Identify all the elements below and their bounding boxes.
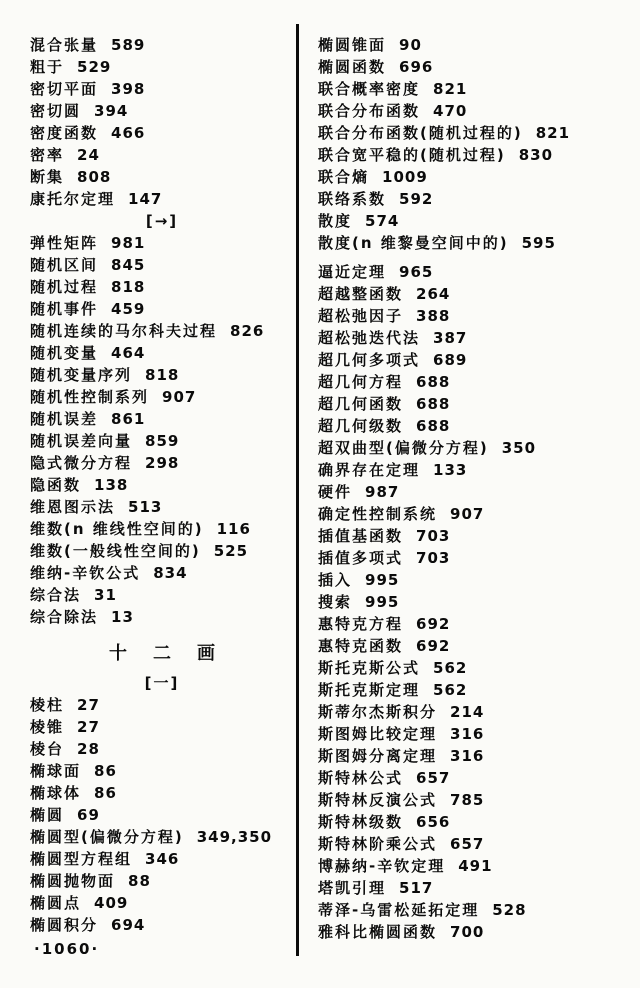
entry-page: 459 — [111, 300, 146, 318]
entry-page: 86 — [94, 784, 117, 802]
index-entry — [30, 760, 294, 782]
entry-term: 椭圆积分 — [30, 916, 99, 934]
index-entry — [30, 826, 294, 848]
index-entry — [30, 848, 294, 870]
entry-page: 696 — [399, 58, 434, 76]
index-entry — [30, 870, 294, 892]
entry-term: 随机变量 — [30, 344, 99, 362]
entry-term: 超几何函数 — [318, 395, 404, 413]
index-entry — [318, 459, 630, 481]
index-entry — [30, 276, 294, 298]
index-entry — [30, 254, 294, 276]
entry-term: 棱柱 — [30, 696, 65, 714]
index-entry — [318, 349, 630, 371]
entry-page: 688 — [416, 395, 451, 413]
index-entry — [30, 408, 294, 430]
entry-term: 惠特克函数 — [318, 637, 404, 655]
entry-page: 116 — [216, 520, 251, 538]
entry-page: 28 — [77, 740, 100, 758]
entry-term: 斯托克斯公式 — [318, 659, 421, 677]
entry-term: 粗于 — [30, 58, 65, 76]
entry-page: 1009 — [382, 168, 428, 186]
index-entry — [30, 364, 294, 386]
entry-term: 随机误差向量 — [30, 432, 133, 450]
entry-term: 搜索 — [318, 593, 353, 611]
entry-page: 528 — [492, 901, 527, 919]
index-entry — [318, 393, 630, 415]
entry-term: 椭圆 — [30, 806, 65, 824]
entry-term: 雅科比椭圆函数 — [318, 923, 438, 941]
index-entry — [30, 804, 294, 826]
index-entry — [318, 144, 630, 166]
entry-term: 椭圆点 — [30, 894, 82, 912]
entry-page: 13 — [111, 608, 134, 626]
index-entry — [30, 496, 294, 518]
index-entry — [318, 547, 630, 569]
index-entry — [318, 371, 630, 393]
entry-term: 逼近定理 — [318, 263, 387, 281]
entry-page: 491 — [458, 857, 493, 875]
entry-page: 821 — [535, 124, 571, 142]
entry-page: 694 — [111, 916, 146, 934]
entry-page: 513 — [128, 498, 163, 516]
entry-page: 703 — [416, 549, 451, 567]
index-entry — [30, 166, 294, 188]
entry-page: 517 — [399, 879, 434, 897]
entry-term: 随机性控制系列 — [30, 388, 150, 406]
entry-term: 联合分布函数 — [318, 102, 421, 120]
entry-page: 907 — [450, 505, 485, 523]
entry-term: 弹性矩阵 — [30, 234, 99, 252]
entry-term: 联合概率密度 — [318, 80, 421, 98]
index-entry — [30, 78, 294, 100]
index-entry — [30, 342, 294, 364]
index-column-right — [318, 34, 630, 943]
entry-page: 821 — [433, 80, 468, 98]
index-entry — [318, 591, 630, 613]
entry-term: 椭圆型(偏微分方程) — [30, 828, 184, 846]
index-entry — [30, 188, 294, 210]
entry-page: 350 — [501, 439, 537, 457]
index-entry — [30, 518, 294, 540]
entry-term: 维数(一般线性空间的) — [30, 542, 201, 560]
index-entry — [30, 232, 294, 254]
entry-page: 298 — [145, 454, 180, 472]
entry-page: 86 — [94, 762, 117, 780]
entry-term: 斯特林阶乘公式 — [318, 835, 438, 853]
entry-term: 棱锥 — [30, 718, 65, 736]
index-entry — [30, 386, 294, 408]
entry-term: 塔凯引理 — [318, 879, 387, 897]
entry-term: 超几何级数 — [318, 417, 404, 435]
entry-page: 830 — [518, 146, 554, 164]
entry-page: 24 — [77, 146, 100, 164]
entry-page: 562 — [433, 681, 468, 699]
index-entry — [30, 694, 294, 716]
index-entry — [30, 298, 294, 320]
stroke-group-marker: [一] — [144, 674, 180, 692]
entry-page: 595 — [521, 234, 556, 252]
index-entry — [318, 657, 630, 679]
entry-term: 棱台 — [30, 740, 65, 758]
index-entry — [30, 716, 294, 738]
index-entry — [30, 782, 294, 804]
index-entry — [318, 261, 630, 283]
index-entry — [318, 100, 630, 122]
index-entry — [318, 283, 630, 305]
entry-page: 987 — [365, 483, 400, 501]
entry-term: 超松弛迭代法 — [318, 329, 421, 347]
entry-page: 689 — [433, 351, 468, 369]
entry-page: 27 — [77, 718, 100, 736]
entry-page: 692 — [416, 615, 451, 633]
entry-page: 31 — [94, 586, 117, 604]
index-entry — [318, 503, 630, 525]
entry-page: 562 — [433, 659, 468, 677]
entry-term: 随机过程 — [30, 278, 99, 296]
entry-page: 834 — [153, 564, 188, 582]
entry-page: 592 — [399, 190, 434, 208]
entry-page: 818 — [145, 366, 180, 384]
entry-term: 随机连续的马尔科夫过程 — [30, 322, 218, 340]
entry-term: 硬件 — [318, 483, 353, 501]
index-entry — [318, 679, 630, 701]
entry-page: 387 — [433, 329, 468, 347]
entry-term: 椭球面 — [30, 762, 82, 780]
index-entry — [318, 188, 630, 210]
index-entry — [30, 738, 294, 760]
index-entry — [30, 56, 294, 78]
index-entry — [318, 122, 630, 144]
entry-term: 随机事件 — [30, 300, 99, 318]
entry-page: 133 — [433, 461, 468, 479]
entry-term: 维恩图示法 — [30, 498, 116, 516]
entry-page: 785 — [450, 791, 485, 809]
entry-page: 907 — [162, 388, 197, 406]
entry-term: 斯托克斯定理 — [318, 681, 421, 699]
entry-term: 随机误差 — [30, 410, 99, 428]
index-entry — [318, 210, 630, 232]
entry-page: 818 — [111, 278, 146, 296]
column-divider-rule — [296, 24, 299, 956]
entry-term: 椭圆抛物面 — [30, 872, 116, 890]
entry-term: 隐式微分方程 — [30, 454, 133, 472]
entry-term: 椭球体 — [30, 784, 82, 802]
entry-term: 插值基函数 — [318, 527, 404, 545]
entry-term: 超松弛因子 — [318, 307, 404, 325]
index-entry — [318, 855, 630, 877]
stroke-group-marker: [→] — [145, 212, 179, 230]
entry-term: 确界存在定理 — [318, 461, 421, 479]
entry-page: 394 — [94, 102, 129, 120]
entry-page: 529 — [77, 58, 112, 76]
entry-term: 博赫纳-辛钦定理 — [318, 857, 446, 875]
entry-page: 965 — [399, 263, 434, 281]
entry-page: 995 — [365, 593, 400, 611]
index-entry — [30, 540, 294, 562]
index-entry — [30, 144, 294, 166]
entry-page: 316 — [450, 747, 485, 765]
index-entry — [318, 767, 630, 789]
index-entry — [30, 892, 294, 914]
entry-page: 700 — [450, 923, 485, 941]
entry-page: 388 — [416, 307, 451, 325]
entry-term: 椭圆锥面 — [318, 36, 387, 54]
entry-page: 88 — [128, 872, 151, 890]
entry-term: 维数(n 维线性空间的) — [30, 520, 204, 538]
index-entry — [30, 584, 294, 606]
entry-term: 密切平面 — [30, 80, 99, 98]
entry-page: 27 — [77, 696, 100, 714]
entry-term: 散度(n 维黎曼空间中的) — [318, 234, 509, 252]
entry-term: 断集 — [30, 168, 65, 186]
index-entry — [318, 921, 630, 943]
entry-page: 90 — [399, 36, 422, 54]
index-entry — [318, 789, 630, 811]
index-entry — [30, 562, 294, 584]
entry-term: 隐函数 — [30, 476, 82, 494]
entry-page: 346 — [145, 850, 180, 868]
entry-term: 斯图姆比较定理 — [318, 725, 438, 743]
entry-term: 椭圆型方程组 — [30, 850, 133, 868]
index-entry — [318, 723, 630, 745]
index-entry — [318, 877, 630, 899]
index-entry — [30, 34, 294, 56]
entry-term: 超越整函数 — [318, 285, 404, 303]
entry-page: 995 — [365, 571, 400, 589]
entry-term: 超几何多项式 — [318, 351, 421, 369]
index-entry — [318, 635, 630, 657]
index-column-left — [30, 34, 294, 936]
entry-term: 康托尔定理 — [30, 190, 116, 208]
entry-page: 808 — [77, 168, 112, 186]
index-entry — [318, 745, 630, 767]
index-entry — [318, 78, 630, 100]
index-entry — [318, 613, 630, 635]
entry-term: 混合张量 — [30, 36, 99, 54]
index-entry — [30, 430, 294, 452]
index-entry — [30, 474, 294, 496]
entry-term: 密切圆 — [30, 102, 82, 120]
index-entry — [318, 327, 630, 349]
index-entry — [318, 232, 630, 254]
entry-page: 657 — [416, 769, 451, 787]
entry-page: 574 — [365, 212, 400, 230]
entry-term: 插入 — [318, 571, 353, 589]
entry-term: 蒂泽-乌雷松延拓定理 — [318, 901, 480, 919]
index-entry — [318, 811, 630, 833]
section-heading: 十二画 — [109, 643, 241, 664]
entry-page: 398 — [111, 80, 146, 98]
entry-page: 688 — [416, 373, 451, 391]
entry-page: 147 — [128, 190, 163, 208]
entry-term: 斯特林级数 — [318, 813, 404, 831]
index-entry — [318, 833, 630, 855]
entry-page: 264 — [416, 285, 451, 303]
entry-page: 349,350 — [196, 828, 273, 846]
entry-term: 密度函数 — [30, 124, 99, 142]
index-entry — [30, 122, 294, 144]
entry-term: 密率 — [30, 146, 65, 164]
entry-page: 859 — [145, 432, 180, 450]
index-entry — [30, 100, 294, 122]
entry-term: 联合熵 — [318, 168, 370, 186]
index-entry — [318, 34, 630, 56]
index-entry — [30, 606, 294, 628]
entry-term: 随机区间 — [30, 256, 99, 274]
entry-term: 惠特克方程 — [318, 615, 404, 633]
entry-page: 692 — [416, 637, 451, 655]
index-entry — [318, 305, 630, 327]
entry-page: 409 — [94, 894, 129, 912]
index-entry — [318, 166, 630, 188]
index-entry — [318, 701, 630, 723]
entry-page: 826 — [230, 322, 265, 340]
entry-term: 综合除法 — [30, 608, 99, 626]
entry-page: 138 — [94, 476, 129, 494]
entry-term: 综合法 — [30, 586, 82, 604]
entry-page: 464 — [111, 344, 146, 362]
entry-term: 超双曲型(偏微分方程) — [318, 439, 489, 457]
index-entry — [30, 452, 294, 474]
entry-page: 657 — [450, 835, 485, 853]
entry-page: 589 — [111, 36, 146, 54]
entry-term: 联合分布函数(随机过程的) — [318, 124, 523, 142]
entry-term: 确定性控制系统 — [318, 505, 438, 523]
entry-page: 69 — [77, 806, 100, 824]
index-entry — [318, 437, 630, 459]
index-entry — [318, 481, 630, 503]
entry-page: 470 — [433, 102, 468, 120]
index-entry — [30, 914, 294, 936]
entry-term: 联络系数 — [318, 190, 387, 208]
entry-term: 斯特林反演公式 — [318, 791, 438, 809]
entry-page: 845 — [111, 256, 146, 274]
index-entry — [318, 56, 630, 78]
entry-page: 688 — [416, 417, 451, 435]
entry-term: 随机变量序列 — [30, 366, 133, 384]
entry-term: 维纳-辛钦公式 — [30, 564, 141, 582]
entry-page: 703 — [416, 527, 451, 545]
entry-page: 525 — [213, 542, 249, 560]
entry-page: 656 — [416, 813, 451, 831]
entry-term: 斯蒂尔杰斯积分 — [318, 703, 438, 721]
entry-term: 椭圆函数 — [318, 58, 387, 76]
index-entry — [318, 899, 630, 921]
entry-page: 861 — [111, 410, 146, 428]
entry-page: 316 — [450, 725, 485, 743]
index-entry — [30, 320, 294, 342]
page-number: ·1060· — [34, 940, 100, 958]
entry-term: 联合宽平稳的(随机过程) — [318, 146, 506, 164]
entry-term: 散度 — [318, 212, 353, 230]
index-entry — [318, 525, 630, 547]
index-entry — [318, 569, 630, 591]
entry-page: 981 — [111, 234, 146, 252]
entry-term: 超几何方程 — [318, 373, 404, 391]
entry-page: 214 — [450, 703, 485, 721]
entry-page: 466 — [111, 124, 146, 142]
entry-term: 斯图姆分离定理 — [318, 747, 438, 765]
entry-term: 插值多项式 — [318, 549, 404, 567]
entry-term: 斯特林公式 — [318, 769, 404, 787]
index-entry — [318, 415, 630, 437]
